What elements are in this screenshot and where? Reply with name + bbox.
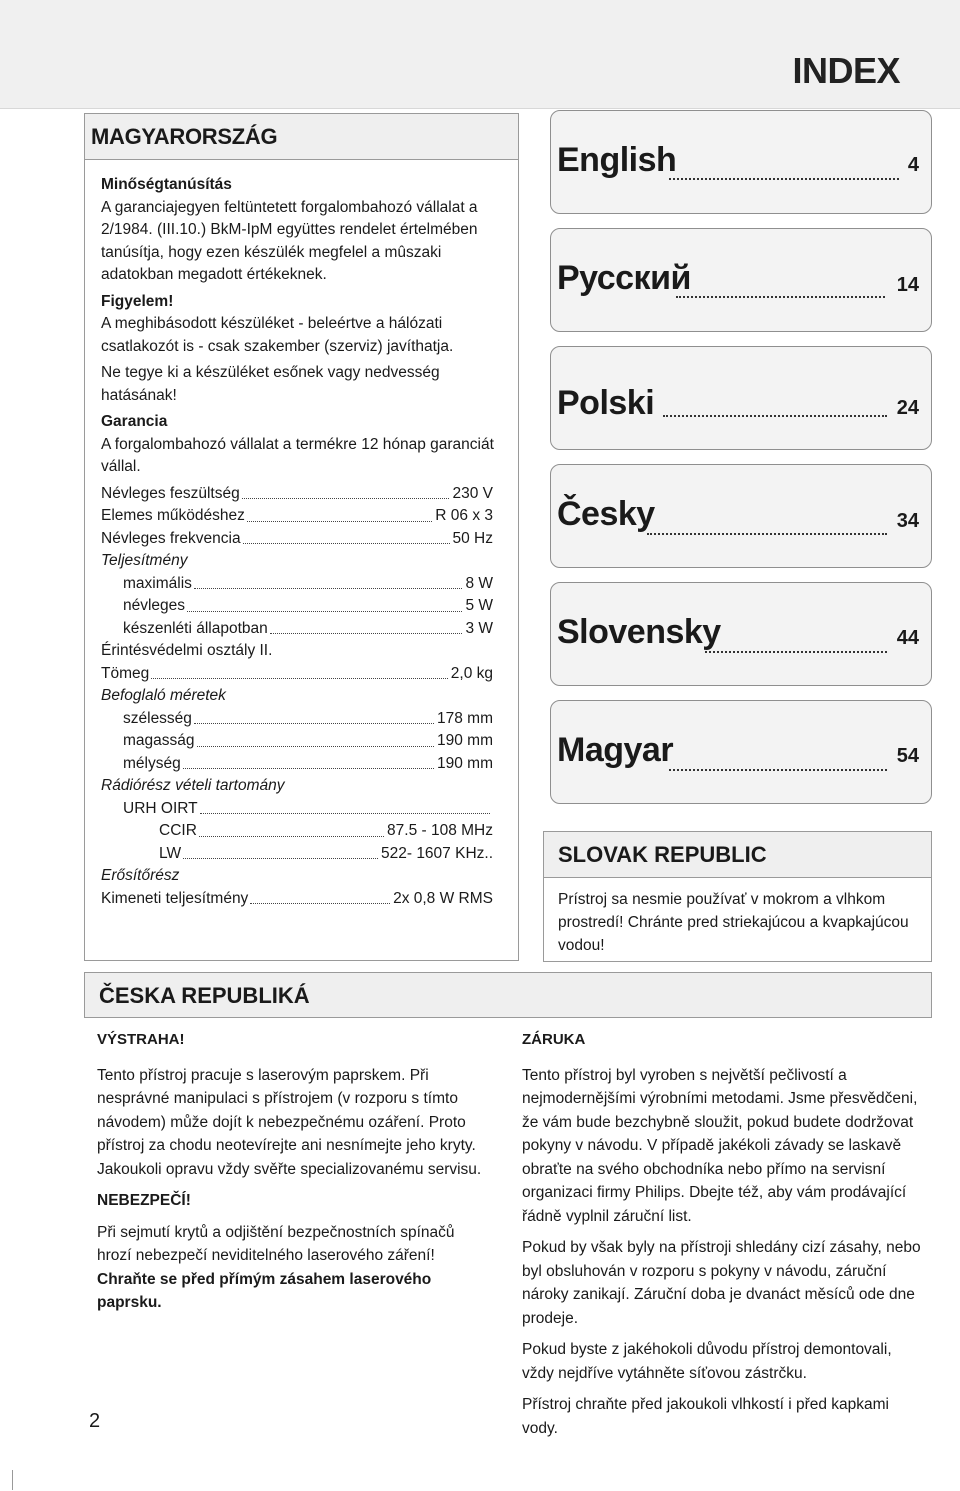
spec-label: Névleges feszültség (101, 484, 240, 502)
spec-value: 2,0 kg (450, 664, 493, 682)
radio-heading: Rádiórész vételi tartomány (101, 777, 285, 794)
spec-row-voltage (101, 483, 493, 506)
spec-value: 87.5 - 108 MHz (387, 822, 493, 839)
warning-text-1: A meghibásodott készüléket - beleértve a hálózati csatlakozót is - csak szakember (szerviz) javíthatja. (101, 315, 454, 355)
index-tab-polish[interactable] (550, 346, 932, 450)
power-heading: Teljesítmény (101, 552, 188, 569)
czech-header (84, 972, 932, 1018)
czech-warranty-text-1: Tento přístroj byl vyroben s největší pečlivostí a nejmodernějšími výrobními metodami. Jsme přesvědčeni, že vám bude bezchybně sloužit, pokud budete dodržovat pokyny v návodu. V případě jakékoli závady se laskavě obraťte na svého obchodníka nebo přímo na servisní organizaci firmy Philips. Dbejte též, aby vám prodávající řádně vyplnil záruční list. (522, 1066, 918, 1225)
spec-row-depth (101, 753, 493, 776)
warranty-text: A forgalombahozó vállalat a termékre 12 hónap garanciát vállal. (101, 435, 494, 475)
czech-danger-heading: NEBEZPEČÍ! (97, 1192, 191, 1209)
spec-label: szélesség (123, 709, 192, 727)
hungary-title: MAGYARORSZÁG (91, 124, 278, 149)
spec-row-height (101, 730, 493, 753)
index-language: Česky (557, 495, 655, 533)
spec-value: 5 W (465, 597, 493, 614)
czech-danger-text: Při sejmutí krytů a odjištění bezpečnostních spínačů hrozí nebezpečí neviditelného laserového záření! (97, 1223, 455, 1264)
spec-value: 3 W (465, 619, 493, 637)
spec-label: készenléti állapotban (123, 619, 268, 637)
spec-row-standby (101, 618, 493, 641)
spec-value: 190 mm (437, 732, 493, 749)
czech-warranty-heading: ZÁRUKA (522, 1031, 586, 1048)
margin-mark (12, 1470, 13, 1490)
spec-label: maximális (123, 574, 192, 592)
index-page: 14 (896, 274, 919, 296)
czech-warning-text: Tento přístroj pracuje s laserovým paprskem. Při nesprávné manipulaci s přístrojem (v rozporu s tímto návodem) může dojít k nebezpečnému ozáření. Proto přístroj za chodu neotevírejte ani nesnímejte jeho kryty. Jakoukoli opravu vždy svěřte specializovanému servisu. (97, 1066, 482, 1178)
hungary-body (101, 174, 511, 910)
spec-value: 8 W (465, 574, 493, 592)
hungary-header (85, 114, 518, 160)
index-language: English (557, 141, 677, 179)
spec-label: Elemes működéshez (101, 507, 245, 524)
spec-label: Kimeneti teljesítmény (101, 889, 249, 907)
warning-heading: Figyelem! (101, 292, 174, 310)
index-language: Polski (557, 384, 655, 422)
czech-title: ČESKA REPUBLIKÁ (99, 983, 310, 1008)
spec-row-output (101, 888, 493, 911)
quality-heading: Minőségtanúsítás (101, 176, 232, 193)
spec-label: Névleges frekvencia (101, 529, 241, 547)
index-tab-czech[interactable] (550, 464, 932, 568)
spec-row-urh (101, 798, 493, 821)
spec-row-max (101, 573, 493, 596)
czech-warranty-text-2: Pokud by však byly na přístroji shledány cizí zásahy, nebo byl obsluhován v rozporu s pokyny v návodu, záruční nároky zanikají. Záruční doba je dvanáct měsíců ode dne prodeje. (522, 1239, 921, 1327)
spec-row-lw (101, 843, 493, 866)
amp-heading: Erősítőrész (101, 867, 180, 884)
spec-label: LW (159, 844, 182, 862)
index-tab-hungarian[interactable] (550, 700, 932, 804)
index-page: 24 (896, 397, 919, 419)
spec-row-width (101, 708, 493, 731)
index-tab-russian[interactable] (550, 228, 932, 332)
index-tab-slovak[interactable] (550, 582, 932, 686)
spec-label: URH OIRT (123, 799, 198, 817)
index-page: 34 (896, 510, 919, 532)
spec-row-weight (101, 663, 493, 686)
slovak-text: Prístroj sa nesmie používať v mokrom a vlhkom prostredí! Chránte pred striekajúcou a kvapkajúcou vodou! (558, 891, 909, 954)
index-language: Русский (557, 259, 691, 297)
spec-label: mélység (123, 754, 181, 772)
index-page: 44 (896, 627, 919, 649)
spec-label: magasság (123, 732, 195, 749)
spec-value: 178 mm (437, 709, 493, 727)
protection-class: Érintésvédelmi osztály II. (101, 642, 273, 659)
spec-row-battery (101, 505, 493, 528)
slovak-header (544, 832, 931, 878)
hungary-section (84, 113, 519, 961)
czech-warranty-text-3: Pokud byste z jakéhokoli důvodu přístroj demontovali, vždy nejdříve vytáhněte síťovou zástrčku. (522, 1341, 892, 1382)
spec-value: 50 Hz (452, 529, 493, 547)
quality-text: A garanciajegyen feltüntetett forgalombahozó vállalat a 2/1984. (III.10.) BkM-IpM együttes rendelet értelmében tanúsítja, hogy ezen készülék megfelel a mûszaki adatokban megadott értékeknek. (101, 198, 478, 283)
index-page: 54 (896, 745, 919, 767)
spec-row-nominal (101, 595, 493, 618)
slovak-section (543, 831, 932, 962)
index-page: 4 (907, 154, 919, 176)
spec-value: 230 V (452, 484, 493, 502)
spec-row-ccir (101, 820, 493, 843)
spec-label: Tömeg (101, 664, 150, 682)
index-language: Slovensky (557, 613, 721, 651)
spec-value: 2x 0,8 W RMS (393, 889, 493, 907)
slovak-title: SLOVAK REPUBLIC (558, 842, 767, 867)
spec-value: R 06 x 3 (435, 507, 493, 524)
index-language: Magyar (557, 731, 674, 769)
czech-right-column (522, 1028, 922, 1448)
warning-text-2: Ne tegye ki a készüléket esőnek vagy nedvesség hatásának! (101, 364, 440, 404)
index-tab-english[interactable] (550, 110, 932, 214)
dims-heading: Befoglaló méretek (101, 687, 226, 704)
czech-warning-heading: VÝSTRAHA! (97, 1031, 185, 1048)
spec-label: CCIR (159, 822, 197, 839)
warranty-heading: Garancia (101, 413, 168, 430)
spec-label: névleges (123, 597, 186, 614)
index-title: INDEX (792, 50, 900, 91)
spec-value: 190 mm (437, 754, 493, 772)
spec-value: 522- 1607 KHz.. (380, 844, 493, 862)
czech-danger-bold: Chraňte se před přímým zásahem laserového paprsku. (97, 1270, 432, 1311)
czech-left-column (97, 1028, 493, 1323)
czech-warranty-text-4: Přístroj chraňte před jakoukoli vlhkostí i před kapkami vody. (522, 1396, 889, 1437)
page-number: 2 (89, 1410, 101, 1432)
spec-row-frequency (101, 528, 493, 551)
